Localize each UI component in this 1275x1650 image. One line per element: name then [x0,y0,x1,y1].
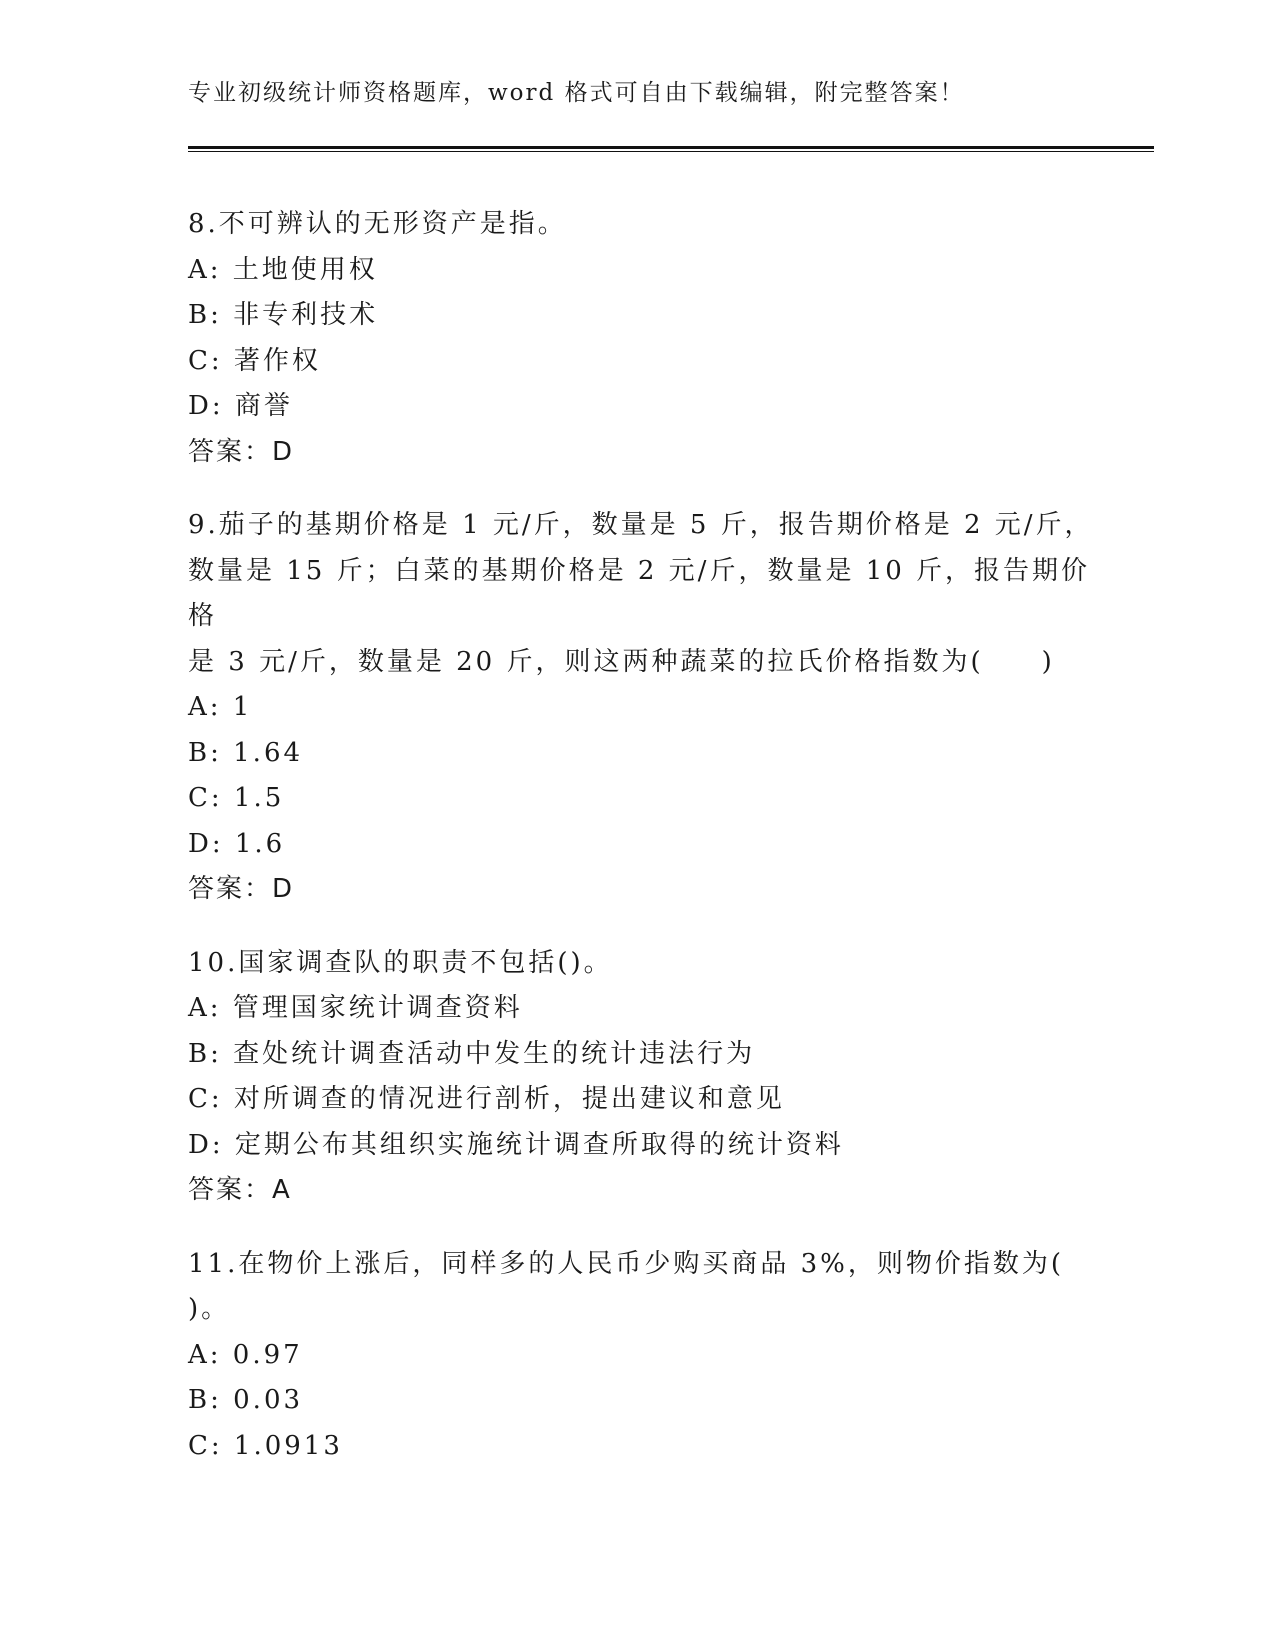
question-text-line-1: 9.茄子的基期价格是 1 元/斤，数量是 5 斤，报告期价格是 2 元/斤， [188,510,1094,540]
answer: 答案：D [188,874,295,904]
question-text: 10.国家调查队的职责不包括()。 [188,947,613,978]
option-a: A: 管理国家统计调查资料 [188,993,523,1023]
option-a: A: 0.97 [188,1339,303,1370]
option-c: C: 1.5 [188,783,285,813]
option-c: C: 1.0913 [188,1430,343,1461]
option-c: C: 著作权 [188,345,321,376]
option-d: D: 商誉 [188,391,293,421]
header-rule-thin [188,151,1154,152]
option-d: D: 1.6 [188,828,286,859]
question-text: 8.不可辨认的无形资产是指。 [188,209,567,239]
option-a: A: 1 [188,692,253,722]
question-text-line-2: )。 [188,1294,231,1324]
question-10 [188,941,1108,1214]
question-text-line-2: 数量是 15 斤；白菜的基期价格是 2 元/斤，数量是 10 斤，报告期价格 [188,555,1091,631]
question-text-line-1: 11.在物价上涨后，同样多的人民币少购买商品 3%，则物价指数为( [188,1248,1065,1279]
header-rule-thick [188,146,1154,149]
answer: 答案：D [188,436,295,467]
option-a: A: 土地使用权 [188,254,378,285]
option-c: C: 对所调查的情况进行剖析，提出建议和意见 [188,1084,785,1114]
option-b: B: 非专利技术 [188,300,379,330]
question-text-line-3: 是 3 元/斤，数量是 20 斤，则这两种蔬菜的拉氏价格指数为( ) [188,646,1055,677]
option-b: B: 0.03 [188,1385,304,1415]
question-9 [188,503,1108,913]
page-header: 专业初级统计师资格题库，word 格式可自由下载编辑，附完整答案！ [188,80,965,106]
answer: 答案：A [188,1175,292,1205]
question-11 [188,1242,1108,1470]
option-b: B: 查处统计调查活动中发生的统计违法行为 [188,1038,756,1069]
question-list [188,202,1108,1497]
option-d: D: 定期公布其组织实施统计调查所取得的统计资料 [188,1129,844,1160]
question-8 [188,202,1108,475]
option-b: B: 1.64 [188,737,304,768]
